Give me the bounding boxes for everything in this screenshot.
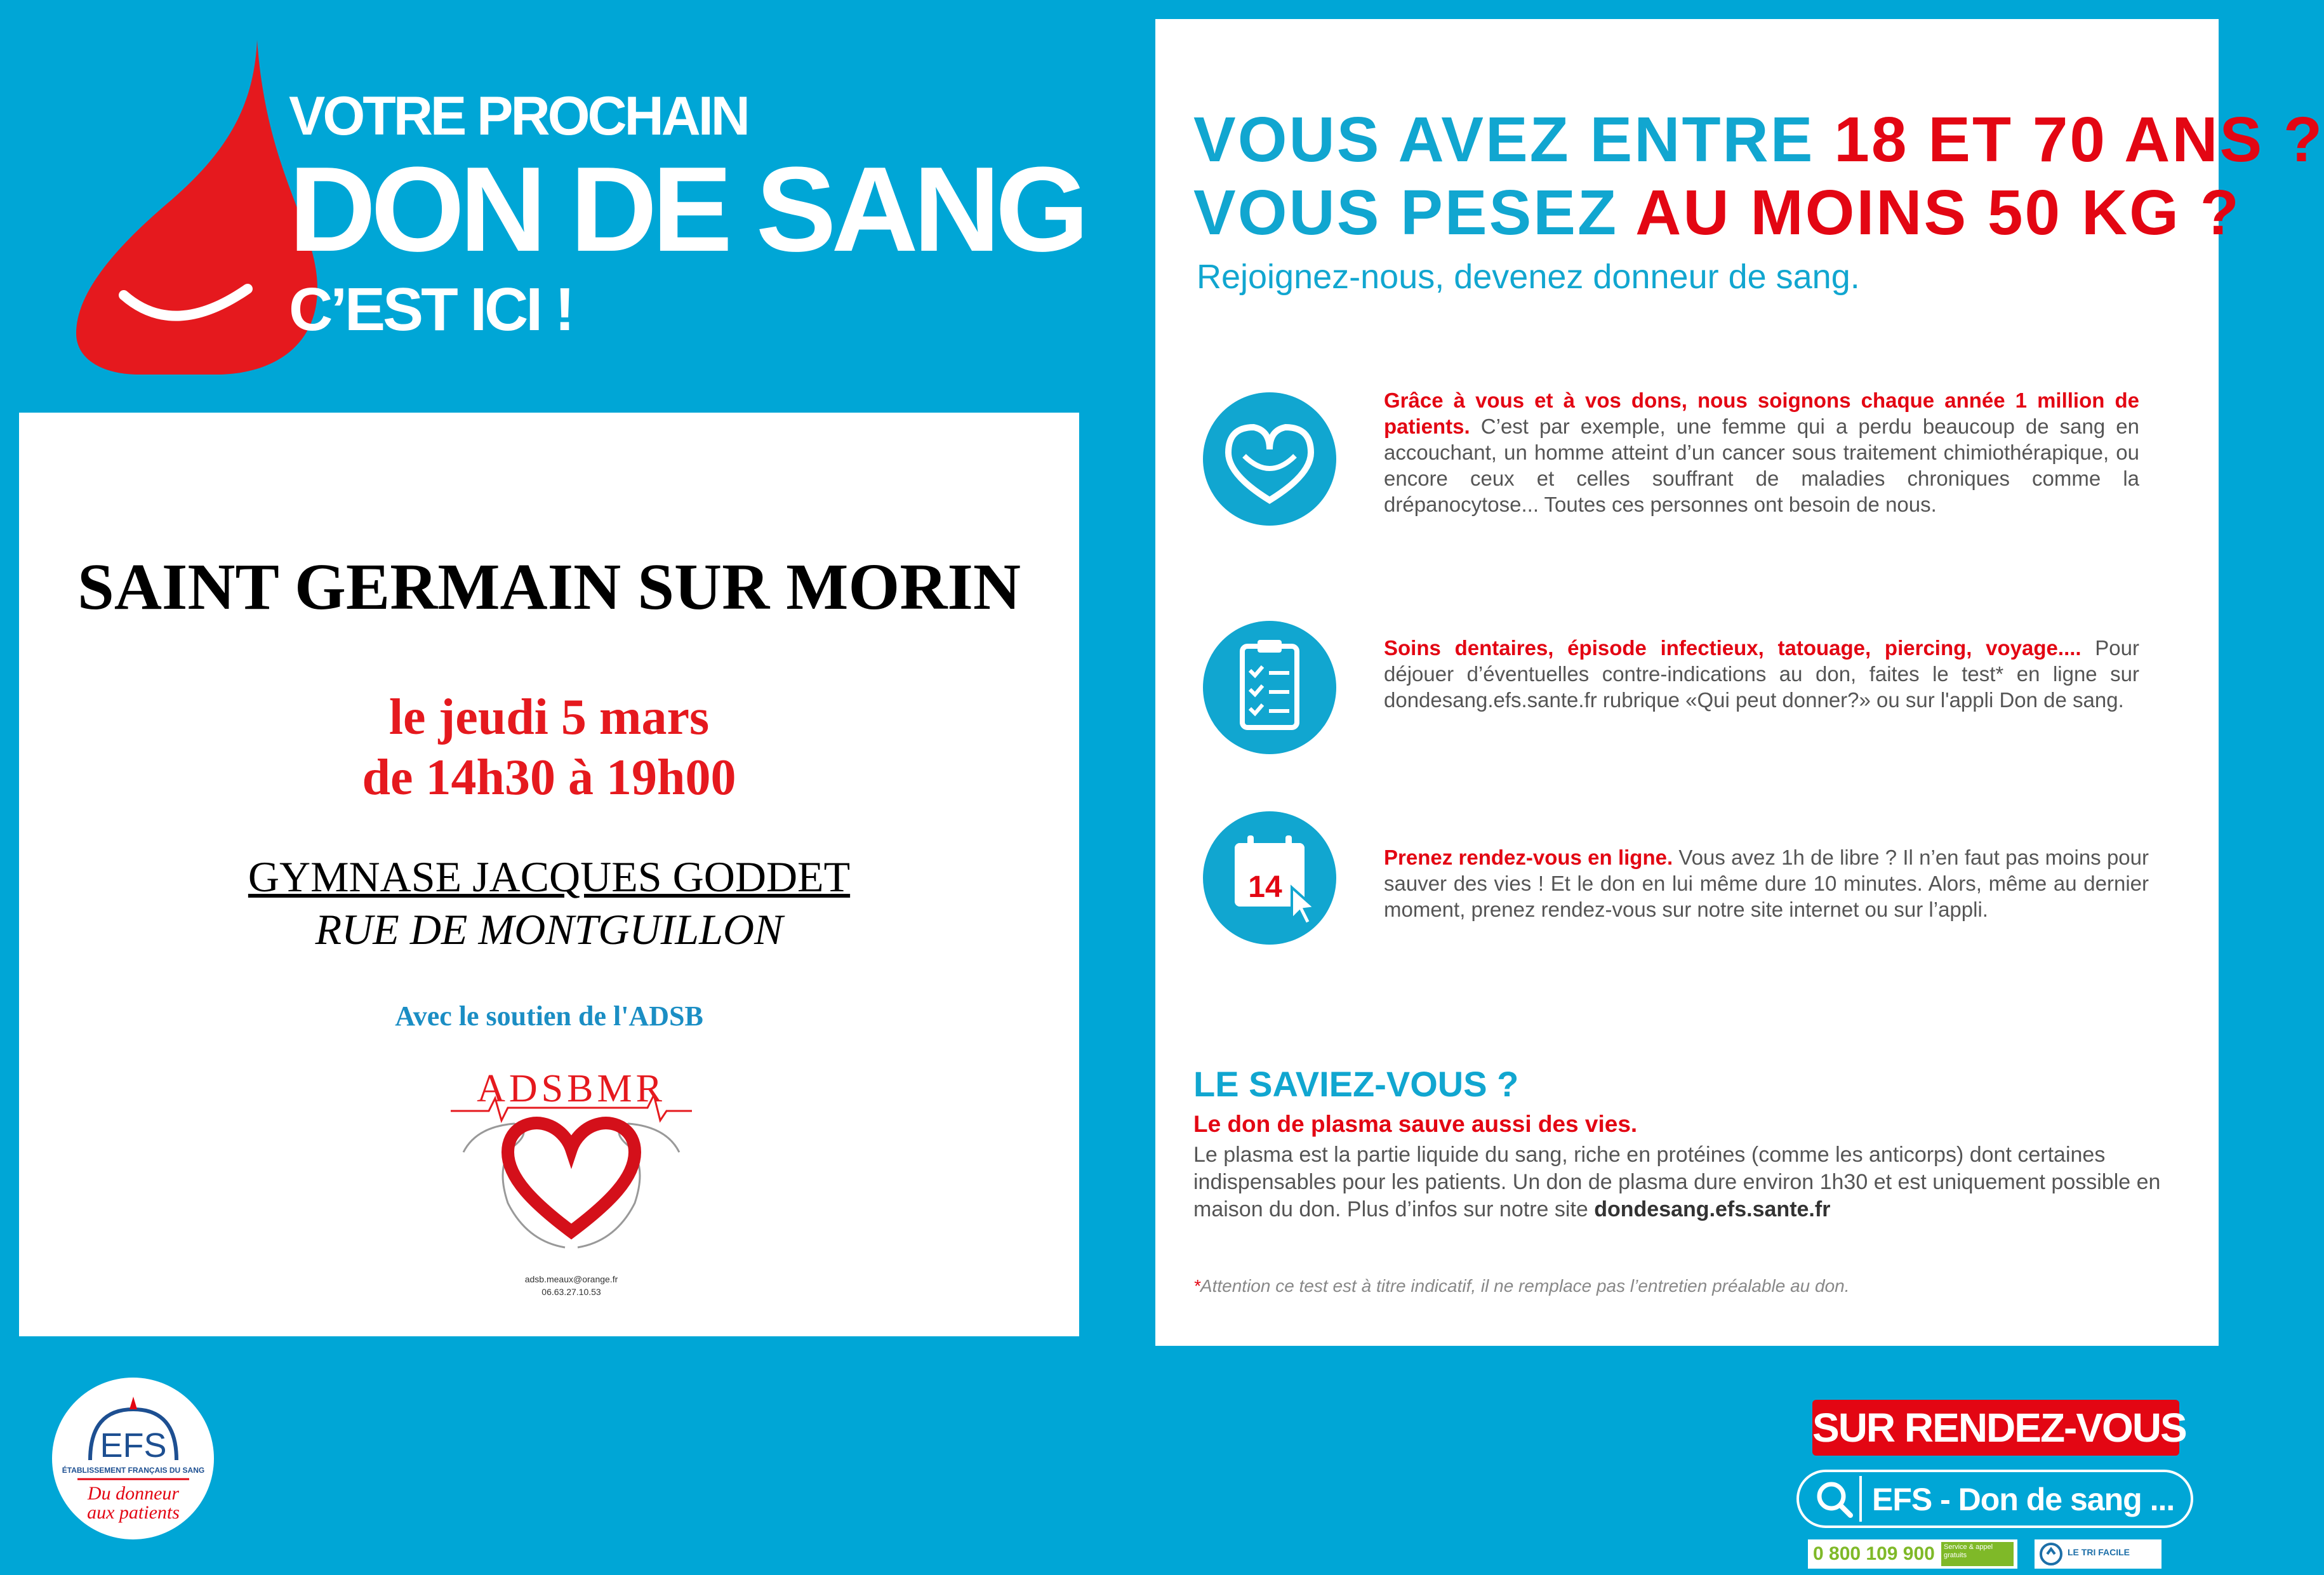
efs-slogan-2: aux patients	[87, 1502, 180, 1523]
info-panel	[1155, 19, 2324, 1346]
age-question	[1193, 104, 2324, 175]
age-question-range: 18 ET 70 ANS ?	[1834, 104, 2324, 175]
efs-slogan-1: Du donneur	[87, 1483, 180, 1504]
adsbmr-logo	[438, 1057, 705, 1305]
hands-heart-icon	[1203, 392, 1336, 526]
recycling-icon	[2038, 1542, 2064, 1566]
paragraph-appointment-bold: Prenez rendez-vous en ligne.	[1384, 846, 1673, 869]
headline-line-1: VOTRE PROCHAIN	[289, 86, 748, 147]
event-panel	[19, 413, 1079, 1336]
plasma-link[interactable]: dondesang.efs.sante.fr	[1594, 1197, 1831, 1221]
plasma-text: Le plasma est la partie liquide du sang, riche en protéines (comme les anticorps) dont certaines indispensables pour les patients. Un don de plasma dure environ 1h30 et est uniquement possible en maison du don. Plus d’infos sur notre site	[1193, 1143, 2161, 1221]
event-town: SAINT GERMAIN SUR MORIN	[77, 550, 1021, 623]
plasma-body	[1193, 1141, 2184, 1223]
join-subtitle: Rejoignez-nous, devenez donneur de sang.	[1197, 258, 1860, 296]
headline-line-3: C’EST ICI !	[289, 276, 573, 343]
calendar-icon	[1203, 811, 1336, 945]
paragraph-test-bold: Soins dentaires, épisode infectieux, tatouage, piercing, voyage....	[1384, 636, 2082, 660]
adsbmr-logo-text: ADSBMR	[477, 1067, 666, 1110]
did-you-know-title: LE SAVIEZ-VOUS ?	[1193, 1064, 1519, 1104]
search-text: EFS - Don de sang ...	[1872, 1482, 2175, 1517]
adsbmr-logo-phone: 06.63.27.10.53	[541, 1287, 601, 1297]
event-time: de 14h30 à 19h00	[362, 750, 736, 806]
weight-question	[1193, 177, 2241, 248]
age-question-prefix: VOUS AVEZ ENTRE	[1193, 104, 1835, 175]
paragraph-appointment-text: Vous avez 1h de libre ? Il n’en faut pas moins pour sauver des vies ! Et le don en lui même dure 10 minutes. Alors, même au dernier moment, prenez rendez-vous sur notre site internet ou sur l’appli.	[1384, 846, 2149, 921]
support-text: Avec le soutien de l'ADSB	[395, 1000, 703, 1032]
paragraph-test-text: Pour déjouer d’éventuelles contre-indications au don, faites le test* en ligne sur dondesang.efs.sante.fr rubrique «Qui peut donner?» ou sur l'appli Don de sang.	[1384, 636, 2140, 712]
search-icon	[1815, 1480, 1854, 1519]
phone-note: Service & appel gratuits	[1941, 1542, 2014, 1566]
paragraph-patients	[1384, 387, 2139, 517]
weight-question-value: AU MOINS 50 KG ?	[1635, 177, 2241, 248]
checklist-icon	[1203, 621, 1336, 754]
paragraph-patients-text: C’est par exemple, une femme qui a perdu beaucoup de sang en accouchant, un homme atteint d’un cancer sous traitement chimiothérapique, ou encore ceux et celles souffrant de maladies chroniques comme la drépanocytose... Toutes ces personnes ont besoin de nous.	[1384, 415, 2139, 516]
phone-number-box	[1808, 1539, 2017, 1569]
footnote-star: *	[1193, 1276, 1200, 1296]
event-date: le jeudi 5 mars	[388, 689, 710, 745]
recycling-badge	[2035, 1539, 2161, 1569]
efs-full-name: ÉTABLISSEMENT FRANÇAIS DU SANG	[62, 1466, 205, 1475]
event-street: RUE DE MONTGUILLON	[315, 905, 783, 954]
headline-line-2: DON DE SANG	[289, 142, 1084, 277]
efs-acronym: EFS	[100, 1426, 167, 1465]
footnote-text: Attention ce test est à titre indicatif, il ne remplace pas l’entretien préalable au don.	[1200, 1276, 1850, 1296]
recycling-note: LE TRI FACILE	[2068, 1547, 2130, 1557]
calendar-day: 14	[1248, 870, 1282, 904]
phone-number: 0 800 109 900	[1813, 1543, 1935, 1564]
appointment-badge: SUR RENDEZ-VOUS	[1812, 1400, 2179, 1456]
search-bar[interactable]	[1796, 1470, 2193, 1528]
paragraph-appointment	[1384, 844, 2149, 922]
footnote	[1193, 1276, 1850, 1296]
adsbmr-logo-email: adsb.meaux@orange.fr	[524, 1274, 618, 1284]
paragraph-patients-bold: Grâce à vous et à vos dons, nous soignons chaque année 1 million de patients.	[1384, 389, 2139, 438]
efs-logo	[52, 1378, 214, 1539]
event-venue-text: GYMNASE JACQUES GODDET	[248, 853, 851, 901]
weight-question-prefix: VOUS PESEZ	[1193, 177, 1636, 248]
plasma-title: Le don de plasma sauve aussi des vies.	[1193, 1111, 1638, 1137]
paragraph-test	[1384, 635, 2139, 713]
event-venue	[19, 852, 1079, 902]
